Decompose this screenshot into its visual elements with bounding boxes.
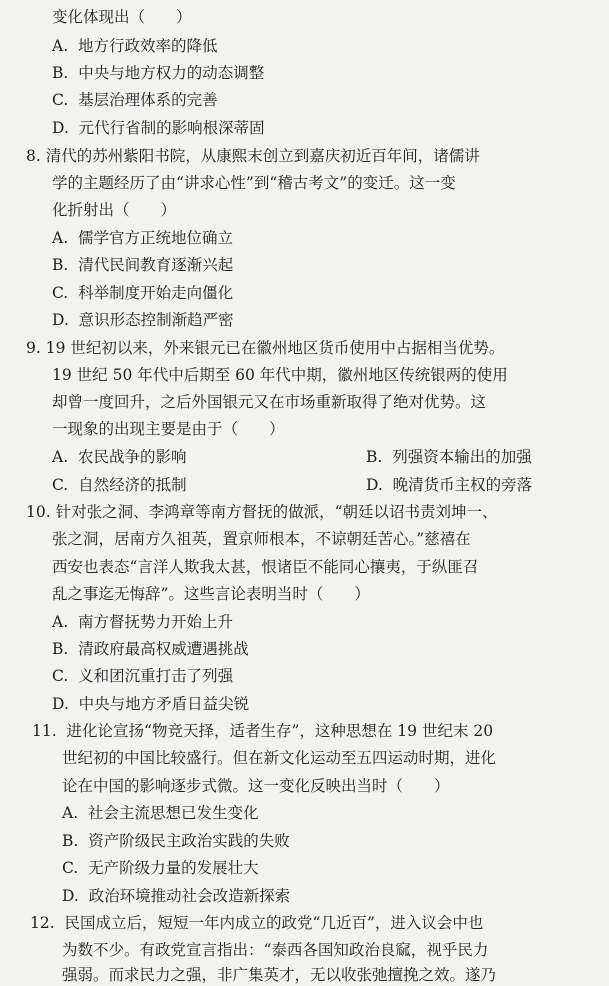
question-stem-line: 变化体现出（ ） bbox=[52, 8, 192, 26]
question-stem-line: 强弱。而求民力之强，非广集英才，无以收张弛擅挽之效。遂乃 bbox=[62, 966, 497, 984]
question-stem-line: 世纪初的中国比较盛行。但在新文化运动至五四运动时期，进化 bbox=[62, 749, 497, 767]
option-a: A. 地方行政效率的降低 bbox=[52, 37, 218, 55]
option-b: B. 清政府最高权威遭遇挑战 bbox=[52, 640, 249, 658]
option-c: C. 无产阶级力量的发展壮大 bbox=[62, 859, 259, 877]
option-c: C. 义和团沉重打击了列强 bbox=[52, 667, 234, 685]
question-stem-line: 11. 进化论宣扬“物竞天择，适者生存”，这种思想在 19 世纪末 20 bbox=[32, 722, 494, 740]
option-b: B. 中央与地方权力的动态调整 bbox=[52, 64, 265, 82]
question-stem-line: 9. 19 世纪初以来，外来银元已在徽州地区货币使用中占据相当优势。 bbox=[26, 339, 505, 357]
option-d: D. 元代行省制的影响根深蒂固 bbox=[52, 119, 265, 137]
option-c: C. 基层治理体系的完善 bbox=[52, 91, 218, 109]
option-b: B. 资产阶级民主政治实践的失败 bbox=[62, 832, 290, 850]
question-number: 10. bbox=[26, 503, 51, 521]
question-stem-line: 一现象的出现主要是由于（ ） bbox=[52, 420, 285, 438]
question-stem-line: 10. 针对张之洞、李鸿章等南方督抚的做派，“朝廷以诏书责刘坤一、 bbox=[26, 503, 498, 521]
option-d: D. 中央与地方矛盾日益尖锐 bbox=[52, 695, 250, 713]
question-number: 9. bbox=[26, 339, 41, 357]
option-d: D. 政治环境推动社会改造新探索 bbox=[62, 887, 291, 905]
question-number: 11. bbox=[32, 722, 57, 740]
question-stem-line: 化折射出（ ） bbox=[52, 201, 177, 219]
question-stem-line: 张之洞，居南方久祖英，置京师根本，不谅朝廷苦心。”慈禧在 bbox=[52, 530, 471, 548]
option-c: C. 科举制度开始走向僵化 bbox=[52, 284, 234, 302]
question-stem-line: 12. 民国成立后，短短一年内成立的政党“几近百”，进入议会中也 bbox=[30, 914, 484, 932]
option-b: B. 清代民间教育逐渐兴起 bbox=[52, 256, 234, 274]
question-number: 8. bbox=[26, 147, 41, 165]
option-d: D. 晚清货币主权的旁落 bbox=[366, 476, 533, 494]
option-d: D. 意识形态控制渐趋严密 bbox=[52, 311, 234, 329]
question-stem-line: 却曾一度回升，之后外国银元又在市场重新取得了绝对优势。这 bbox=[52, 393, 487, 411]
question-stem-line: 论在中国的影响逐步式微。这一变化反映出当时（ ） bbox=[62, 777, 450, 795]
option-a: A. 儒学官方正统地位确立 bbox=[52, 229, 233, 247]
question-stem-line: 学的主题经历了由“讲求心性”到“稽古考文”的变迁。这一变 bbox=[52, 174, 456, 192]
question-number: 12. bbox=[30, 914, 55, 932]
question-stem-line: 19 世纪 50 年代中后期至 60 年代中期，徽州地区传统银两的使用 bbox=[52, 366, 508, 384]
question-stem-line: 为数不少。有政党宣言指出：“泰西各国知政治良窳，视乎民力 bbox=[62, 941, 489, 959]
question-stem-line: 乱之事迄无悔辞”。这些言论表明当时（ ） bbox=[52, 585, 370, 603]
option-a: A. 南方督抚势力开始上升 bbox=[52, 613, 233, 631]
option-c: C. 自然经济的抵制 bbox=[52, 476, 187, 494]
option-b: B. 列强资本输出的加强 bbox=[366, 448, 532, 466]
question-stem-line: 8. 清代的苏州紫阳书院，从康熙末创立到嘉庆初近百年间，诸儒讲 bbox=[26, 147, 480, 165]
option-a: A. 农民战争的影响 bbox=[52, 448, 187, 466]
question-stem-line: 西安也表态“言洋人欺我太甚，恨诸臣不能同心攘夷，于纵匪召 bbox=[52, 558, 479, 576]
option-a: A. 社会主流思想已发生变化 bbox=[62, 804, 259, 822]
